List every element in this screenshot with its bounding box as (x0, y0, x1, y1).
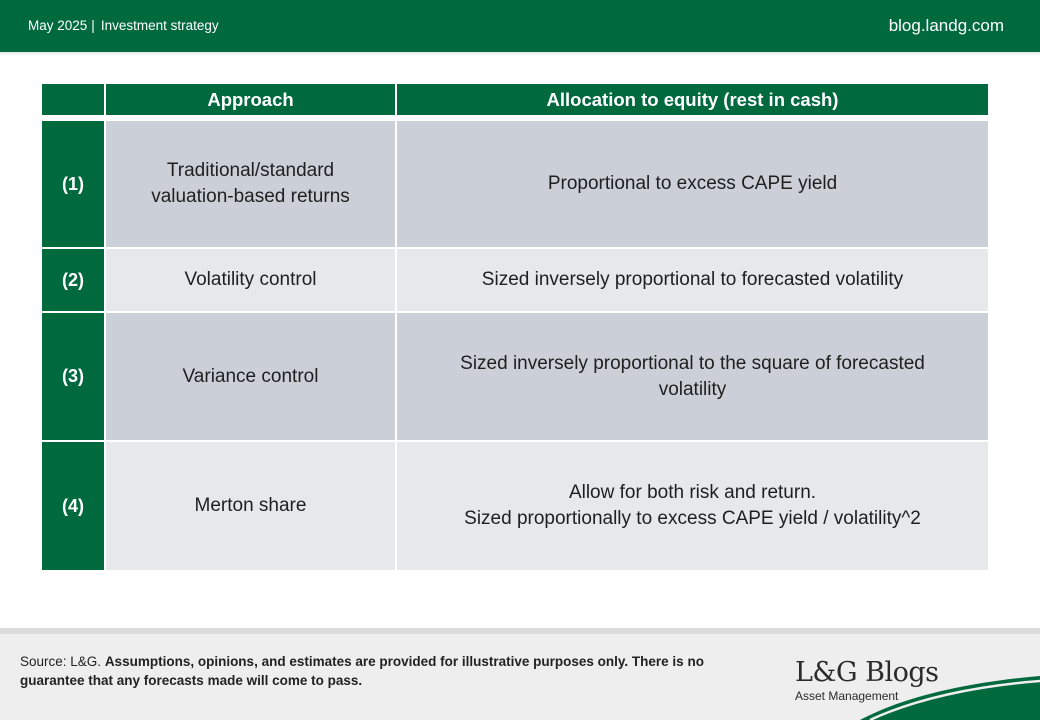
header-meta (28, 18, 219, 33)
strategy-table (42, 84, 988, 570)
row-number: (2) (42, 248, 105, 312)
header-separator: | (91, 18, 95, 33)
row-allocation: Sized inversely proportional to the square of forecasted volatility (396, 312, 988, 441)
table-row (42, 441, 988, 570)
column-header-allocation: Allocation to equity (rest in cash) (396, 84, 988, 115)
brand-swoosh-icon (860, 674, 1040, 720)
row-approach: Volatility control (105, 248, 396, 312)
row-approach: Merton share (105, 441, 396, 570)
row-approach: Variance control (105, 312, 396, 441)
table-row (42, 312, 988, 441)
header-section: Investment strategy (100, 18, 219, 33)
row-allocation: Sized inversely proportional to forecasted volatility (396, 248, 988, 312)
table-header-row (42, 84, 988, 115)
footer (0, 628, 1040, 720)
source-note (20, 652, 760, 690)
row-number: (1) (42, 120, 105, 248)
header-divider (0, 52, 1040, 56)
top-banner (0, 0, 1040, 52)
brand-subtitle: Asset Management (795, 689, 899, 703)
row-allocation: Proportional to excess CAPE yield (396, 120, 988, 248)
source-label: Source: L&G. (20, 654, 102, 669)
row-number: (3) (42, 312, 105, 441)
brand-name: L&G Blogs (795, 657, 939, 688)
header-date: May 2025 (28, 18, 88, 33)
row-approach: Traditional/standard valuation-based returns (105, 120, 396, 248)
column-header-approach: Approach (105, 84, 396, 115)
table-row (42, 120, 988, 248)
row-number: (4) (42, 441, 105, 570)
column-header-index (42, 84, 105, 115)
disclaimer-text: Assumptions, opinions, and estimates are provided for illustrative purposes only. There is no guarantee that any forecasts made will come to pass. (20, 654, 704, 688)
row-allocation: Allow for both risk and return. Sized proportionally to excess CAPE yield / volatility^2 (396, 441, 988, 570)
site-link[interactable]: blog.landg.com (888, 16, 1004, 35)
table-row (42, 248, 988, 312)
